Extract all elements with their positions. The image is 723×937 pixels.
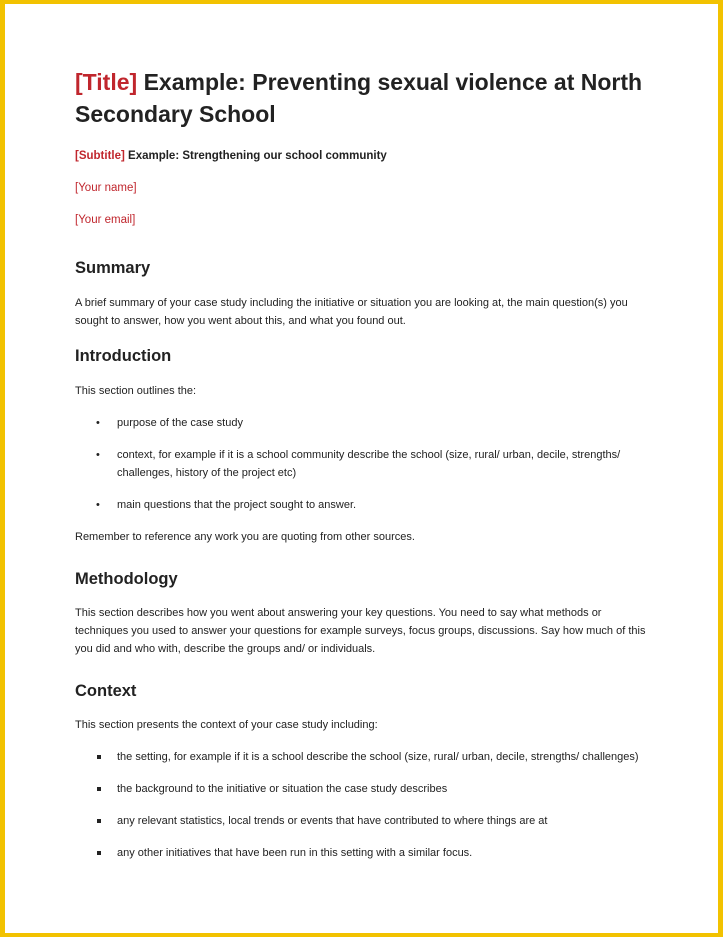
list-item [75,844,650,862]
introduction-outro: Remember to reference any work you are quoting from other sources. [75,531,415,543]
introduction-intro: This section outlines the: [75,385,197,397]
list-item [75,748,650,766]
square-bullet-icon [97,819,101,823]
document-content [75,66,650,862]
summary-heading: Summary [75,259,151,277]
square-bullet-icon [97,851,101,855]
list-item-text: any relevant statistics, local trends or events that have contributed to where things are at [117,815,548,827]
context-heading: Context [75,682,137,700]
subtitle-tag: [Subtitle] [75,150,125,162]
your-name-placeholder: [Your name] [75,182,137,194]
your-email-placeholder: [Your email] [75,214,136,226]
list-item-text: context, for example if it is a school community describe the school (size, rural/ urban, decile, strengths/ challenges, history of the project etc) [117,449,621,479]
methodology-heading: Methodology [75,570,178,588]
list-item-text: the background to the initiative or situation the case study describes [117,783,448,795]
document-subtitle [75,149,650,163]
introduction-heading: Introduction [75,347,172,365]
list-item-text: any other initiatives that have been run in this setting with a similar focus. [117,847,473,859]
list-item [75,414,650,432]
square-bullet-icon [97,755,101,759]
methodology-body: This section describes how you went about answering your key questions. You need to say what methods or techniques you used to answer your questions for example surveys, focus groups, discussions. Say how much of this you did and who with, describe the groups and/ or individuals. [75,607,646,655]
title-tag: [Title] [75,69,138,95]
document-page [5,4,718,933]
bullet-icon: • [96,417,100,429]
list-item [75,812,650,830]
list-item-text: the setting, for example if it is a school describe the school (size, rural/ urban, decile, strengths/ challenges) [117,751,639,763]
list-item-text: purpose of the case study [117,417,243,429]
document-title [75,66,650,130]
list-item [75,780,650,798]
context-intro: This section presents the context of your case study including: [75,719,378,731]
list-item-text: main questions that the project sought to answer. [117,499,357,511]
list-item [75,496,650,514]
summary-body: A brief summary of your case study including the initiative or situation you are looking at, the main question(s) you sought to answer, how you went about this, and what you found out. [75,297,628,327]
bullet-icon: • [96,499,100,511]
title-text: Example: Preventing sexual violence at North Secondary School [75,69,643,127]
list-item [75,446,650,482]
bullet-icon: • [96,449,100,461]
subtitle-text: Example: Strengthening our school community [124,150,387,162]
context-bullet-list [75,748,650,862]
introduction-bullet-list [75,414,650,514]
square-bullet-icon [97,787,101,791]
